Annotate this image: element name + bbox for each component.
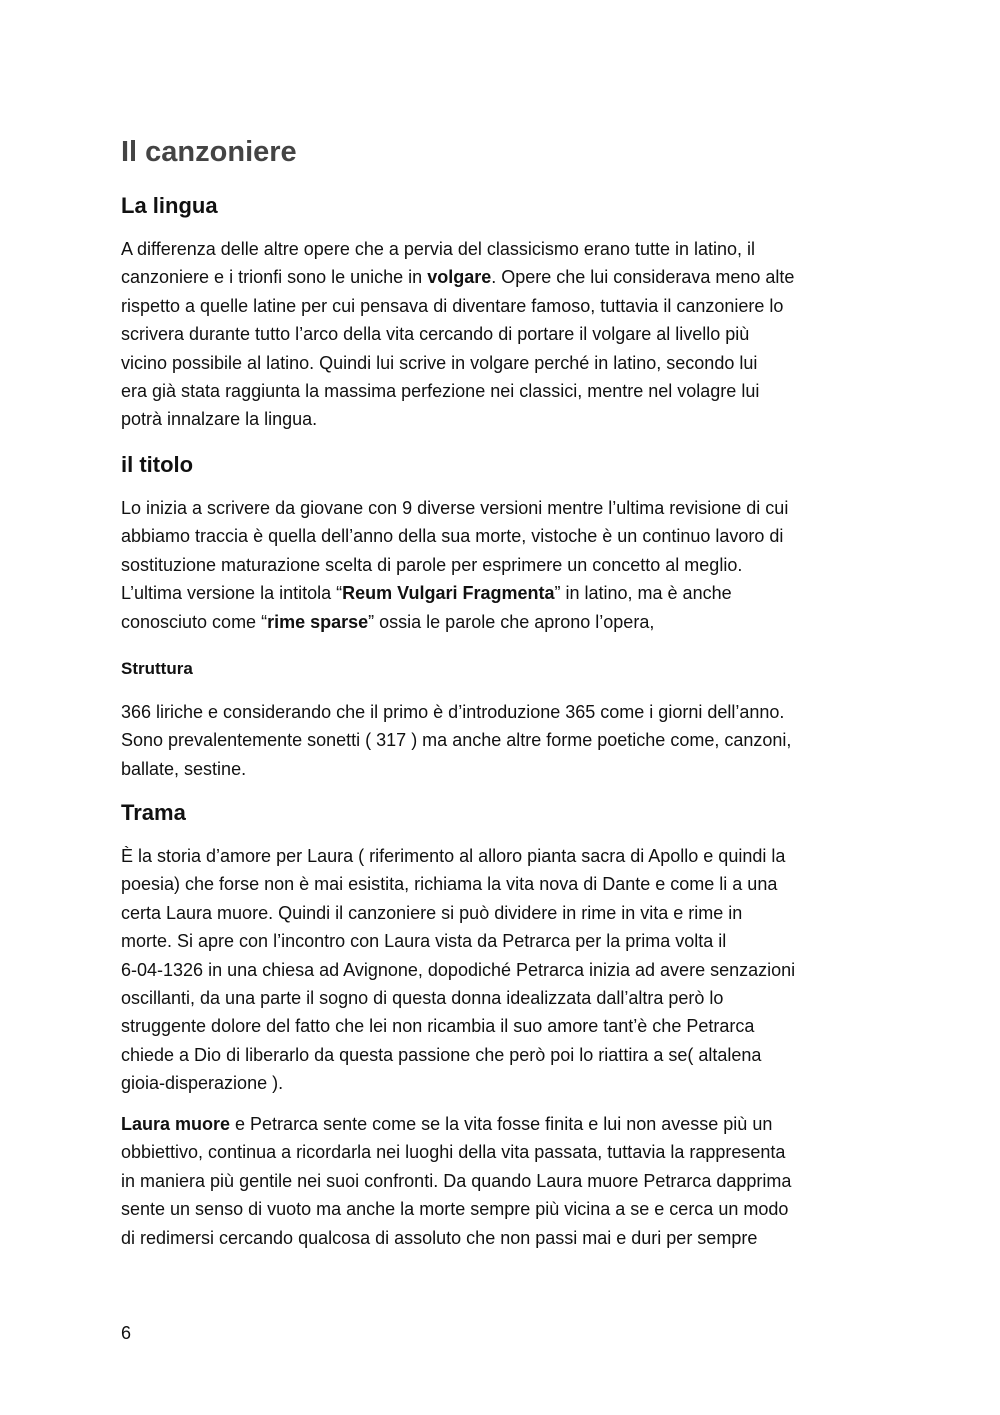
heading-struttura: Struttura (121, 659, 193, 678)
text-line: gioia-disperazione ). (121, 1073, 284, 1094)
paragraph-struttura (121, 698, 891, 783)
bold-term: volgare (427, 267, 492, 288)
text-line: oscillanti, da una parte il sogno di questa donna idealizzata dall’altra però lo (121, 987, 724, 1008)
text-line: Sono prevalentemente sonetti ( 317 ) ma anche altre forme poetiche come, canzoni, (121, 730, 792, 751)
text-line: di redimersi cercando qualcosa di assoluto che non passi mai e duri per sempre (121, 1227, 758, 1248)
text-line: abbiamo traccia è quella dell’anno della sua morte, vistoche è un continuo lavoro di (121, 526, 784, 547)
text-line: sostituzione maturazione scelta di parole per esprimere un concetto al meglio. (121, 554, 743, 575)
heading-la-lingua: La lingua (121, 193, 218, 218)
text-line: certa Laura muore. Quindi il canzoniere si può dividere in rime in vita e rime in (121, 902, 743, 923)
paragraph-lingua (121, 235, 891, 434)
text-line: A differenza delle altre opere che a pervia del classicismo erano tutte in latino, il (121, 239, 756, 259)
bold-term: rime sparse (267, 611, 369, 632)
text-line: ballate, sestine. (121, 758, 247, 779)
text-line: conosciuto come “rime sparse” ossia le parole che aprono l’opera, (121, 611, 655, 632)
heading-il-titolo: il titolo (121, 452, 194, 477)
paragraph-trama-2 (121, 1110, 891, 1252)
text-line: rispetto a quelle latine per cui pensava di diventare famoso, tuttavia il canzoniere lo (121, 295, 784, 316)
text-line: potrà innalzare la lingua. (121, 409, 318, 430)
paragraph-trama-1 (121, 842, 891, 1098)
bold-term: Reum Vulgari Fragmenta (342, 583, 555, 604)
text-line: 366 liriche e considerando che il primo è d’introduzione 365 come i giorni dell’anno. (121, 702, 785, 722)
text-line: morte. Si apre con l’incontro con Laura vista da Petrarca per la prima volta il (121, 931, 727, 952)
page-title: Il canzoniere (121, 136, 297, 168)
heading-trama: Trama (121, 800, 186, 825)
page-number: 6 (121, 1323, 132, 1343)
text-line: scrivera durante tutto l’arco della vita cercando di portare il volgare al livello più (121, 324, 750, 345)
text-line: canzoniere e i trionfi sono le uniche in volgare. Opere che lui considerava meno alte (121, 267, 795, 288)
text-line: chiede a Dio di liberarlo da questa passione che però poi lo riattira a se( altalena (121, 1044, 762, 1065)
text-line: 6-04-1326 in una chiesa ad Avignone, dopodiché Petrarca inizia ad avere senzazioni (121, 959, 796, 980)
text-line: poesia) che forse non è mai esistita, richiama la vita nova di Dante e come li a una (121, 874, 778, 895)
text-line: L’ultima versione la intitola “Reum Vulgari Fragmenta” in latino, ma è anche (121, 583, 732, 604)
text-line: Lo inizia a scrivere da giovane con 9 diverse versioni mentre l’ultima revisione di cui (121, 498, 789, 518)
text-line: struggente dolore del fatto che lei non ricambia il suo amore tant’è che Petrarca (121, 1016, 755, 1037)
bold-term: Laura muore (121, 1114, 231, 1134)
text-line: È la storia d’amore per Laura ( riferimento al alloro pianta sacra di Apollo e quindi la (121, 846, 786, 866)
text-line: sente un senso di vuoto ma anche la morte sempre più vicina a se e cerca un modo (121, 1199, 789, 1220)
text-line: vicino possibile al latino. Quindi lui scrive in volgare perché in latino, secondo lui (121, 352, 758, 373)
text-line: obbiettivo, continua a ricordarla nei luoghi della vita passata, tuttavia la rappresenta (121, 1142, 786, 1163)
text-line: era già stata raggiunta la massima perfezione nei classici, mentre nel volagre lui (121, 380, 760, 401)
text-line: Laura muore e Petrarca sente come se la vita fosse finita e lui non avesse più un (121, 1114, 773, 1134)
text-line: in maniera più gentile nei suoi confronti. Da quando Laura muore Petrarca dapprima (121, 1170, 792, 1191)
paragraph-titolo (121, 494, 891, 636)
